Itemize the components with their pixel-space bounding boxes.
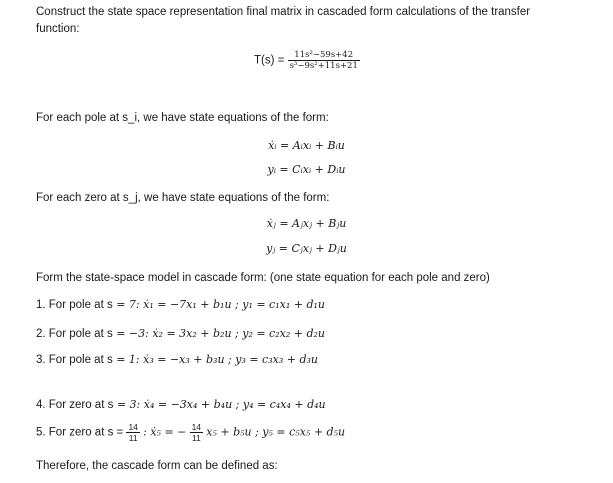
cascade-item-5 <box>36 422 345 443</box>
item-5-prefix: 5. For zero at s = <box>36 426 124 439</box>
item-5-zero-fraction <box>126 422 139 443</box>
transfer-function-denominator: s³−9s²+11s+21 <box>289 61 358 71</box>
item-3-prefix: 3. For pole at s <box>36 354 113 366</box>
zero-state-equation: ẋⱼ = Aⱼxⱼ + Bⱼu <box>266 217 347 230</box>
pole-state-equation: ẋᵢ = Aᵢxᵢ + Bᵢu <box>268 139 345 152</box>
transfer-function-lhs: T(s) = <box>254 54 285 67</box>
cascade-item-2 <box>36 327 325 340</box>
cascade-intro: Form the state-space model in cascade form: (one state equation for each pole and zero) <box>36 272 490 284</box>
item-2-prefix: 2. For pole at s <box>36 328 113 340</box>
item-2-equation: = −3: ẋ₂ = 3x₂ + b₂u ; y₂ = c₂x₂ + d₂u <box>112 327 325 340</box>
pole-output-equation: yᵢ = Cᵢxᵢ + Dᵢu <box>267 163 346 176</box>
item-5-tail: x₅ + b₅u ; y₅ = c₅x₅ + d₅u <box>206 425 346 439</box>
cascade-item-3 <box>36 353 318 366</box>
item-5-mid: : ẋ₅ = − <box>143 425 187 439</box>
item-5-coeff-numerator: 14 <box>191 422 202 432</box>
intro-line-1: Construct the state space representation final matrix in cascaded form calculations of the transfer <box>36 6 531 18</box>
item-5-zero-denominator: 11 <box>128 433 138 443</box>
transfer-function <box>254 50 360 71</box>
item-3-equation: = 1: ẋ₃ = −x₃ + b₃u ; y₃ = c₃x₃ + d₃u <box>112 353 318 366</box>
item-5-zero-numerator: 14 <box>128 422 138 432</box>
cascade-item-1 <box>36 298 325 311</box>
item-5-coeff-fraction <box>190 422 203 443</box>
item-4-prefix: 4. For zero at s <box>36 399 114 411</box>
zero-section-intro: For each zero at s_j, we have state equations of the form: <box>36 192 330 204</box>
item-1-equation: = 7: ẋ₁ = −7x₁ + b₁u ; y₁ = c₁x₁ + d₁u <box>112 298 325 311</box>
cascade-item-4 <box>36 398 326 411</box>
item-5-coeff-denominator: 11 <box>191 433 201 443</box>
zero-output-equation: yⱼ = Cⱼxⱼ + Dⱼu <box>266 242 347 255</box>
transfer-function-fraction <box>288 50 360 71</box>
intro-line-2: function: <box>36 23 80 35</box>
transfer-function-numerator: 11s²−59s+42 <box>288 50 360 61</box>
item-1-prefix: 1. For pole at s <box>36 299 113 311</box>
item-4-equation: = 3: ẋ₄ = −3x₄ + b₄u ; y₄ = c₄x₄ + d₄u <box>113 398 326 411</box>
pole-section-intro: For each pole at s_i, we have state equations of the form: <box>36 112 329 124</box>
conclusion: Therefore, the cascade form can be defined as: <box>36 460 278 472</box>
